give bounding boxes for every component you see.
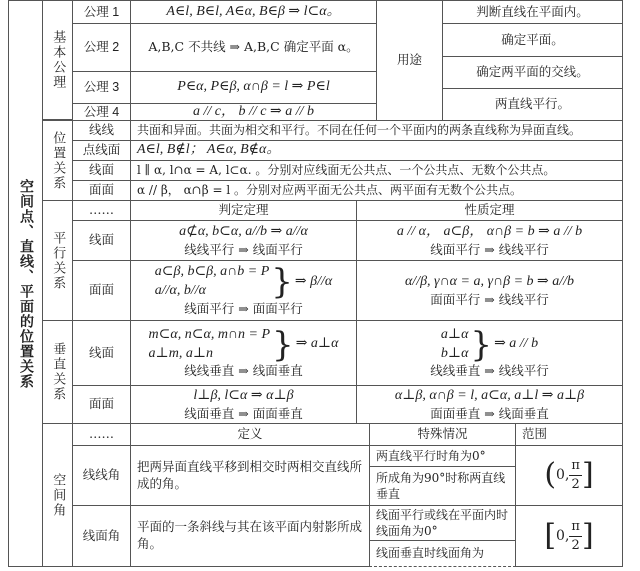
- parallel-criterion: [130, 220, 357, 261]
- header-special: 特殊情况: [369, 423, 516, 446]
- formula-note: 线面平行 ⇒ 线线平行: [430, 241, 549, 257]
- parallel-row-name: 线面: [72, 220, 131, 261]
- right-brace-icon: }: [272, 324, 294, 365]
- brace-group: [149, 326, 339, 364]
- fraction-numerator: π: [569, 457, 582, 476]
- parallel-property: [356, 260, 623, 321]
- usage-label: 用途: [376, 0, 443, 121]
- fraction-denominator: 2: [571, 477, 580, 492]
- perp-row-name: 线面: [72, 320, 131, 386]
- axiom-name: 公理 3: [72, 71, 131, 104]
- position-name: 线面: [72, 160, 131, 181]
- header-dots: ……: [72, 423, 131, 446]
- bracket-close: ]: [581, 457, 594, 493]
- header-definition: 定义: [130, 423, 370, 446]
- position-name: 线线: [72, 120, 131, 141]
- axiom-usage: 确定平面。: [442, 23, 623, 57]
- position-text: 共面和异面。共面为相交和平行。不同在任何一个平面内的两条直线称为异面直线。: [130, 120, 623, 141]
- header-criterion: 判定定理: [130, 200, 357, 221]
- axiom-name: 公理 2: [72, 23, 131, 72]
- angle-definition: 把两异面直线平移到相交时两相交直线所成的角。: [130, 445, 370, 506]
- right-brace-icon: }: [271, 262, 293, 303]
- fraction-numerator: π: [569, 518, 582, 537]
- formula-result: ⇒ β//α: [294, 273, 333, 289]
- perp-property: [356, 385, 623, 424]
- fraction-denominator: 2: [571, 537, 580, 553]
- bracket-open: [: [544, 517, 557, 553]
- axiom-statement: A,B,C 不共线 ⇒ A,B,C 确定平面 α。: [130, 23, 377, 72]
- range-left: 0,: [556, 527, 570, 544]
- section-label: 垂直关系: [50, 342, 66, 402]
- parallel-criterion: [130, 260, 357, 321]
- brace-group: [441, 326, 538, 364]
- parallel-row-name: 面面: [72, 260, 131, 321]
- formula-note: 面面平行 ⇒ 线线平行: [430, 291, 549, 307]
- header-property: 性质定理: [356, 200, 623, 221]
- section-label: 位置关系: [50, 130, 66, 191]
- angle-range: [515, 505, 623, 567]
- formula-note: 面面垂直 ⇒ 线面垂直: [430, 405, 549, 421]
- angle-special: 线面平行或线在平面内时线面角为0°: [369, 505, 516, 541]
- axiom-usage: 判断直线在平面内。: [442, 0, 623, 24]
- axiom-usage: 两直线平行。: [442, 88, 623, 121]
- formula: a⊥α: [440, 326, 469, 342]
- axiom-statement: a // c， b // c ⇒ a // b: [130, 103, 377, 121]
- fraction: [569, 457, 582, 493]
- bracket-close: ]: [581, 517, 594, 553]
- parallel-property: [356, 220, 623, 261]
- angle-definition: 平面的一条斜线与其在该平面内射影所成角。: [130, 505, 370, 567]
- table-title: 空间点、直线、平面的位置关系: [17, 178, 34, 389]
- section-label: 平行关系: [50, 230, 66, 291]
- brace-group: [155, 263, 333, 301]
- formula-note: 线线平行 ⇒ 线面平行: [184, 241, 303, 257]
- axiom-name: 公理 1: [72, 0, 131, 24]
- position-text: l ∥ α, l∩α = A, l⊂α. 。分别对应线面无公共点、一个公共点、无数个公共点。: [130, 160, 623, 181]
- formula-note: 线面垂直 ⇒ 面面垂直: [184, 405, 303, 421]
- formula-result: ⇒ a⊥α: [295, 336, 339, 352]
- section-position: [42, 120, 73, 201]
- formula-result: ⇒ a // b: [494, 336, 539, 352]
- formula: a // α， a⊂β， α∩β = b ⇒ a // b: [396, 223, 583, 239]
- position-name: 点线面: [72, 140, 131, 161]
- formula-note: 线面平行 ⇒ 面面平行: [184, 300, 303, 316]
- angle-special: 所成角为90°时称两直线垂直: [369, 466, 516, 506]
- section-perpendicular: [42, 320, 73, 424]
- axiom-usage: 确定两平面的交线。: [442, 56, 623, 89]
- perp-row-name: 面面: [72, 385, 131, 424]
- header-range: 范围: [515, 423, 623, 446]
- position-text: A∈l, B∉l； A∈α, B∉α。: [130, 140, 623, 161]
- angle-special: 两直线平行时角为0°: [369, 445, 516, 467]
- angle-range: [515, 445, 623, 506]
- formula: a//α, b//α: [154, 283, 207, 299]
- formula-note: 线线垂直 ⇒ 线线平行: [430, 363, 549, 379]
- formula: b⊥α: [440, 345, 469, 361]
- right-brace-icon: }: [470, 324, 493, 365]
- position-name: 面面: [72, 180, 131, 201]
- formula-note: 线线垂直 ⇒ 线面垂直: [184, 363, 303, 379]
- perp-property: [356, 320, 623, 386]
- section-label: 空间角: [50, 472, 66, 518]
- axiom-statement: A∈l, B∈l, A∈α, B∈β ⇒ l⊂α。: [130, 0, 377, 24]
- angle-row-name: 线面角: [72, 505, 131, 567]
- perp-criterion: [130, 320, 357, 386]
- table-title-cell: [8, 0, 43, 567]
- formula: α//β, γ∩α = a, γ∩β = b ⇒ a//b: [404, 273, 575, 289]
- angle-row-name: 线线角: [72, 445, 131, 506]
- formula: α⊥β, α∩β = l, a⊂α, a⊥l ⇒ a⊥β: [394, 387, 585, 403]
- section-parallel: [42, 200, 73, 321]
- formula: a⊄α, b⊂α, a//b ⇒ a//α: [179, 223, 308, 239]
- formula: l⊥β, l⊂α ⇒ α⊥β: [193, 387, 294, 403]
- formula: a⊂β, b⊂β, a∩b = P: [154, 264, 270, 280]
- fraction: [569, 518, 582, 554]
- perp-criterion: [130, 385, 357, 424]
- bracket-open: (: [544, 457, 557, 493]
- position-text: α // β， α∩β = l 。分别对应两平面无公共点、两平面有无数个公共点。: [130, 180, 623, 201]
- axiom-name: 公理 4: [72, 103, 131, 121]
- range-left: 0,: [556, 467, 570, 484]
- formula: m⊂α, n⊂α, m∩n = P: [148, 326, 271, 342]
- section-angles: [42, 423, 73, 567]
- section-axioms: [42, 0, 73, 120]
- section-label: 基本公理: [50, 30, 66, 90]
- axiom-statement: P∈α, P∈β, α∩β = l ⇒ P∈l: [130, 71, 377, 104]
- header-dots: ……: [72, 200, 131, 221]
- formula: a⊥m, a⊥n: [148, 345, 213, 361]
- angle-special: 线面垂直时线面角为: [369, 540, 516, 567]
